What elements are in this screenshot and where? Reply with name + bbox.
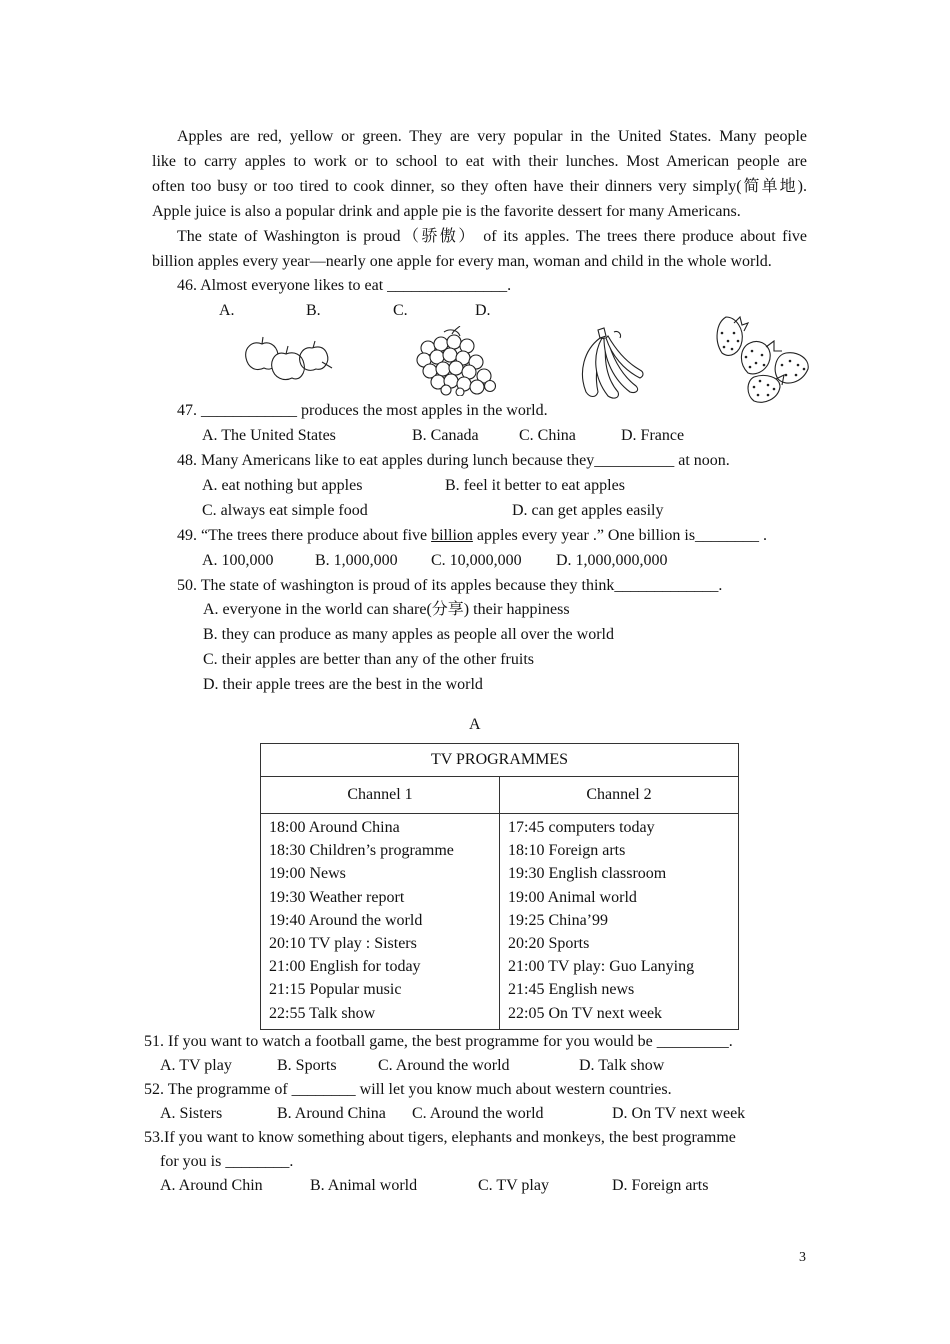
list-item: 19:30 English classroom (508, 865, 667, 883)
channel-2-list (500, 814, 739, 1030)
question-50-stem: 50. The state of washington is proud of its apples because they think_____________. (177, 577, 723, 594)
question-53-stem: 53.If you want to know something about tigers, elephants and monkeys, the best programme (144, 1129, 736, 1146)
q50-option-b[interactable]: B. they can produce as many apples as people all over the world (203, 626, 614, 643)
table-title: TV PROGRAMMES (261, 744, 739, 777)
list-item: 19:25 China’99 (508, 911, 608, 929)
q46-option-a-label[interactable]: A. (219, 302, 235, 319)
q49-option-d[interactable]: D. 1,000,000,000 (556, 552, 668, 569)
grapes-picture[interactable] (414, 326, 496, 396)
question-46-stem: 46. Almost everyone likes to eat _______________. (177, 277, 512, 294)
section-label: A (469, 716, 481, 733)
q47-option-a[interactable]: A. The United States (202, 427, 336, 444)
passage-line: often too busy or too tired to cook dinner, so they often have their dinners very simply(简单地). (152, 178, 807, 195)
strawberries-picture[interactable] (712, 313, 816, 405)
q52-option-d[interactable]: D. On TV next week (612, 1105, 746, 1122)
list-item: 19:00 News (269, 865, 346, 883)
q46-option-b-label[interactable]: B. (306, 302, 321, 319)
channel-2-header: Channel 2 (500, 777, 739, 814)
list-item: 17:45 computers today (508, 819, 655, 836)
bananas-picture[interactable] (574, 326, 644, 402)
question-52-stem: 52. The programme of ________ will let you know much about western countries. (144, 1081, 672, 1098)
q47-option-b[interactable]: B. Canada (412, 427, 479, 444)
passage-paragraph-2 (152, 224, 807, 274)
channel-1-list (261, 814, 500, 1030)
list-item: 18:30 Children’s programme (269, 842, 454, 860)
list-item: 22:55 Talk show (269, 1004, 376, 1022)
apples-picture[interactable] (242, 334, 334, 384)
q49-option-c[interactable]: C. 10,000,000 (431, 552, 522, 569)
question-47-stem: 47. ____________ produces the most apples in the world. (177, 402, 548, 419)
q51-option-b[interactable]: B. Sports (277, 1057, 337, 1074)
q51-option-c[interactable]: C. Around the world (378, 1057, 510, 1074)
question-48-stem: 48. Many Americans like to eat apples during lunch because they__________ at noon. (177, 452, 730, 469)
q53-option-a[interactable]: A. Around Chin (160, 1177, 263, 1194)
question-49-stem (177, 526, 767, 546)
q53-option-d[interactable]: D. Foreign arts (612, 1177, 709, 1194)
list-item: 21:45 English news (508, 981, 635, 999)
question-51-stem: 51. If you want to watch a football game, the best programme for you would be _________. (144, 1033, 733, 1050)
page-number: 3 (799, 1250, 806, 1265)
q51-option-a[interactable]: A. TV play (160, 1057, 232, 1074)
list-item: 22:05 On TV next week (508, 1004, 663, 1022)
passage-paragraph-1 (152, 124, 807, 224)
q47-option-d[interactable]: D. France (621, 427, 685, 444)
list-item: 19:40 Around the world (269, 911, 423, 929)
list-item: 19:30 Weather report (269, 888, 405, 906)
q48-option-b[interactable]: B. feel it better to eat apples (445, 477, 625, 494)
list-item: 18:00 Around China (269, 819, 400, 836)
q52-option-b[interactable]: B. Around China (277, 1105, 386, 1122)
q49-underlined-word: billion (431, 527, 473, 544)
q52-option-a[interactable]: A. Sisters (160, 1105, 223, 1122)
passage-line: Apples are red, yellow or green. They are very popular in the United States. Many people (177, 128, 807, 145)
passage-line: billion apples every year—nearly one apple for every man, woman and child in the whole world. (152, 253, 772, 270)
passage-line: Apple juice is also a popular drink and apple pie is the favorite dessert for many Americans. (152, 203, 741, 220)
q48-option-a[interactable]: A. eat nothing but apples (202, 477, 363, 494)
q53-option-c[interactable]: C. TV play (478, 1177, 549, 1194)
list-item: 21:15 Popular music (269, 981, 402, 999)
list-item: 19:00 Animal world (508, 888, 637, 906)
q49-option-b[interactable]: B. 1,000,000 (315, 552, 398, 569)
q46-option-d-label[interactable]: D. (475, 302, 491, 319)
passage-line: The state of Washington is proud（骄傲） of its apples. The trees there produce about five (177, 228, 807, 245)
q51-option-d[interactable]: D. Talk show (579, 1057, 665, 1074)
q48-option-d[interactable]: D. can get apples easily (512, 502, 664, 519)
q47-option-c[interactable]: C. China (519, 427, 576, 444)
question-53-stem-continued: for you is ________. (160, 1153, 294, 1170)
q52-option-c[interactable]: C. Around the world (412, 1105, 544, 1122)
q49-stem-after: apples every year .” One billion is________ . (472, 527, 768, 544)
tv-programmes-table (260, 743, 739, 1030)
q50-option-d[interactable]: D. their apple trees are the best in the world (203, 676, 483, 693)
q49-option-a[interactable]: A. 100,000 (202, 552, 274, 569)
list-item: 18:10 Foreign arts (508, 842, 626, 860)
list-item: 21:00 TV play: Guo Lanying (508, 958, 695, 976)
list-item: 20:10 TV play : Sisters (269, 934, 417, 952)
list-item: 21:00 English for today (269, 958, 421, 976)
q50-option-a[interactable]: A. everyone in the world can share(分享) their happiness (203, 601, 570, 618)
q53-option-b[interactable]: B. Animal world (310, 1177, 418, 1194)
q48-option-c[interactable]: C. always eat simple food (202, 502, 368, 519)
q46-option-c-label[interactable]: C. (393, 302, 408, 319)
q49-stem-before: 49. “The trees there produce about five (177, 527, 432, 544)
passage-line: like to carry apples to work or to school to eat with their lunches. Most American people are (152, 153, 807, 170)
list-item: 20:20 Sports (508, 934, 590, 952)
channel-1-header: Channel 1 (261, 777, 500, 814)
q50-option-c[interactable]: C. their apples are better than any of the other fruits (203, 651, 534, 668)
